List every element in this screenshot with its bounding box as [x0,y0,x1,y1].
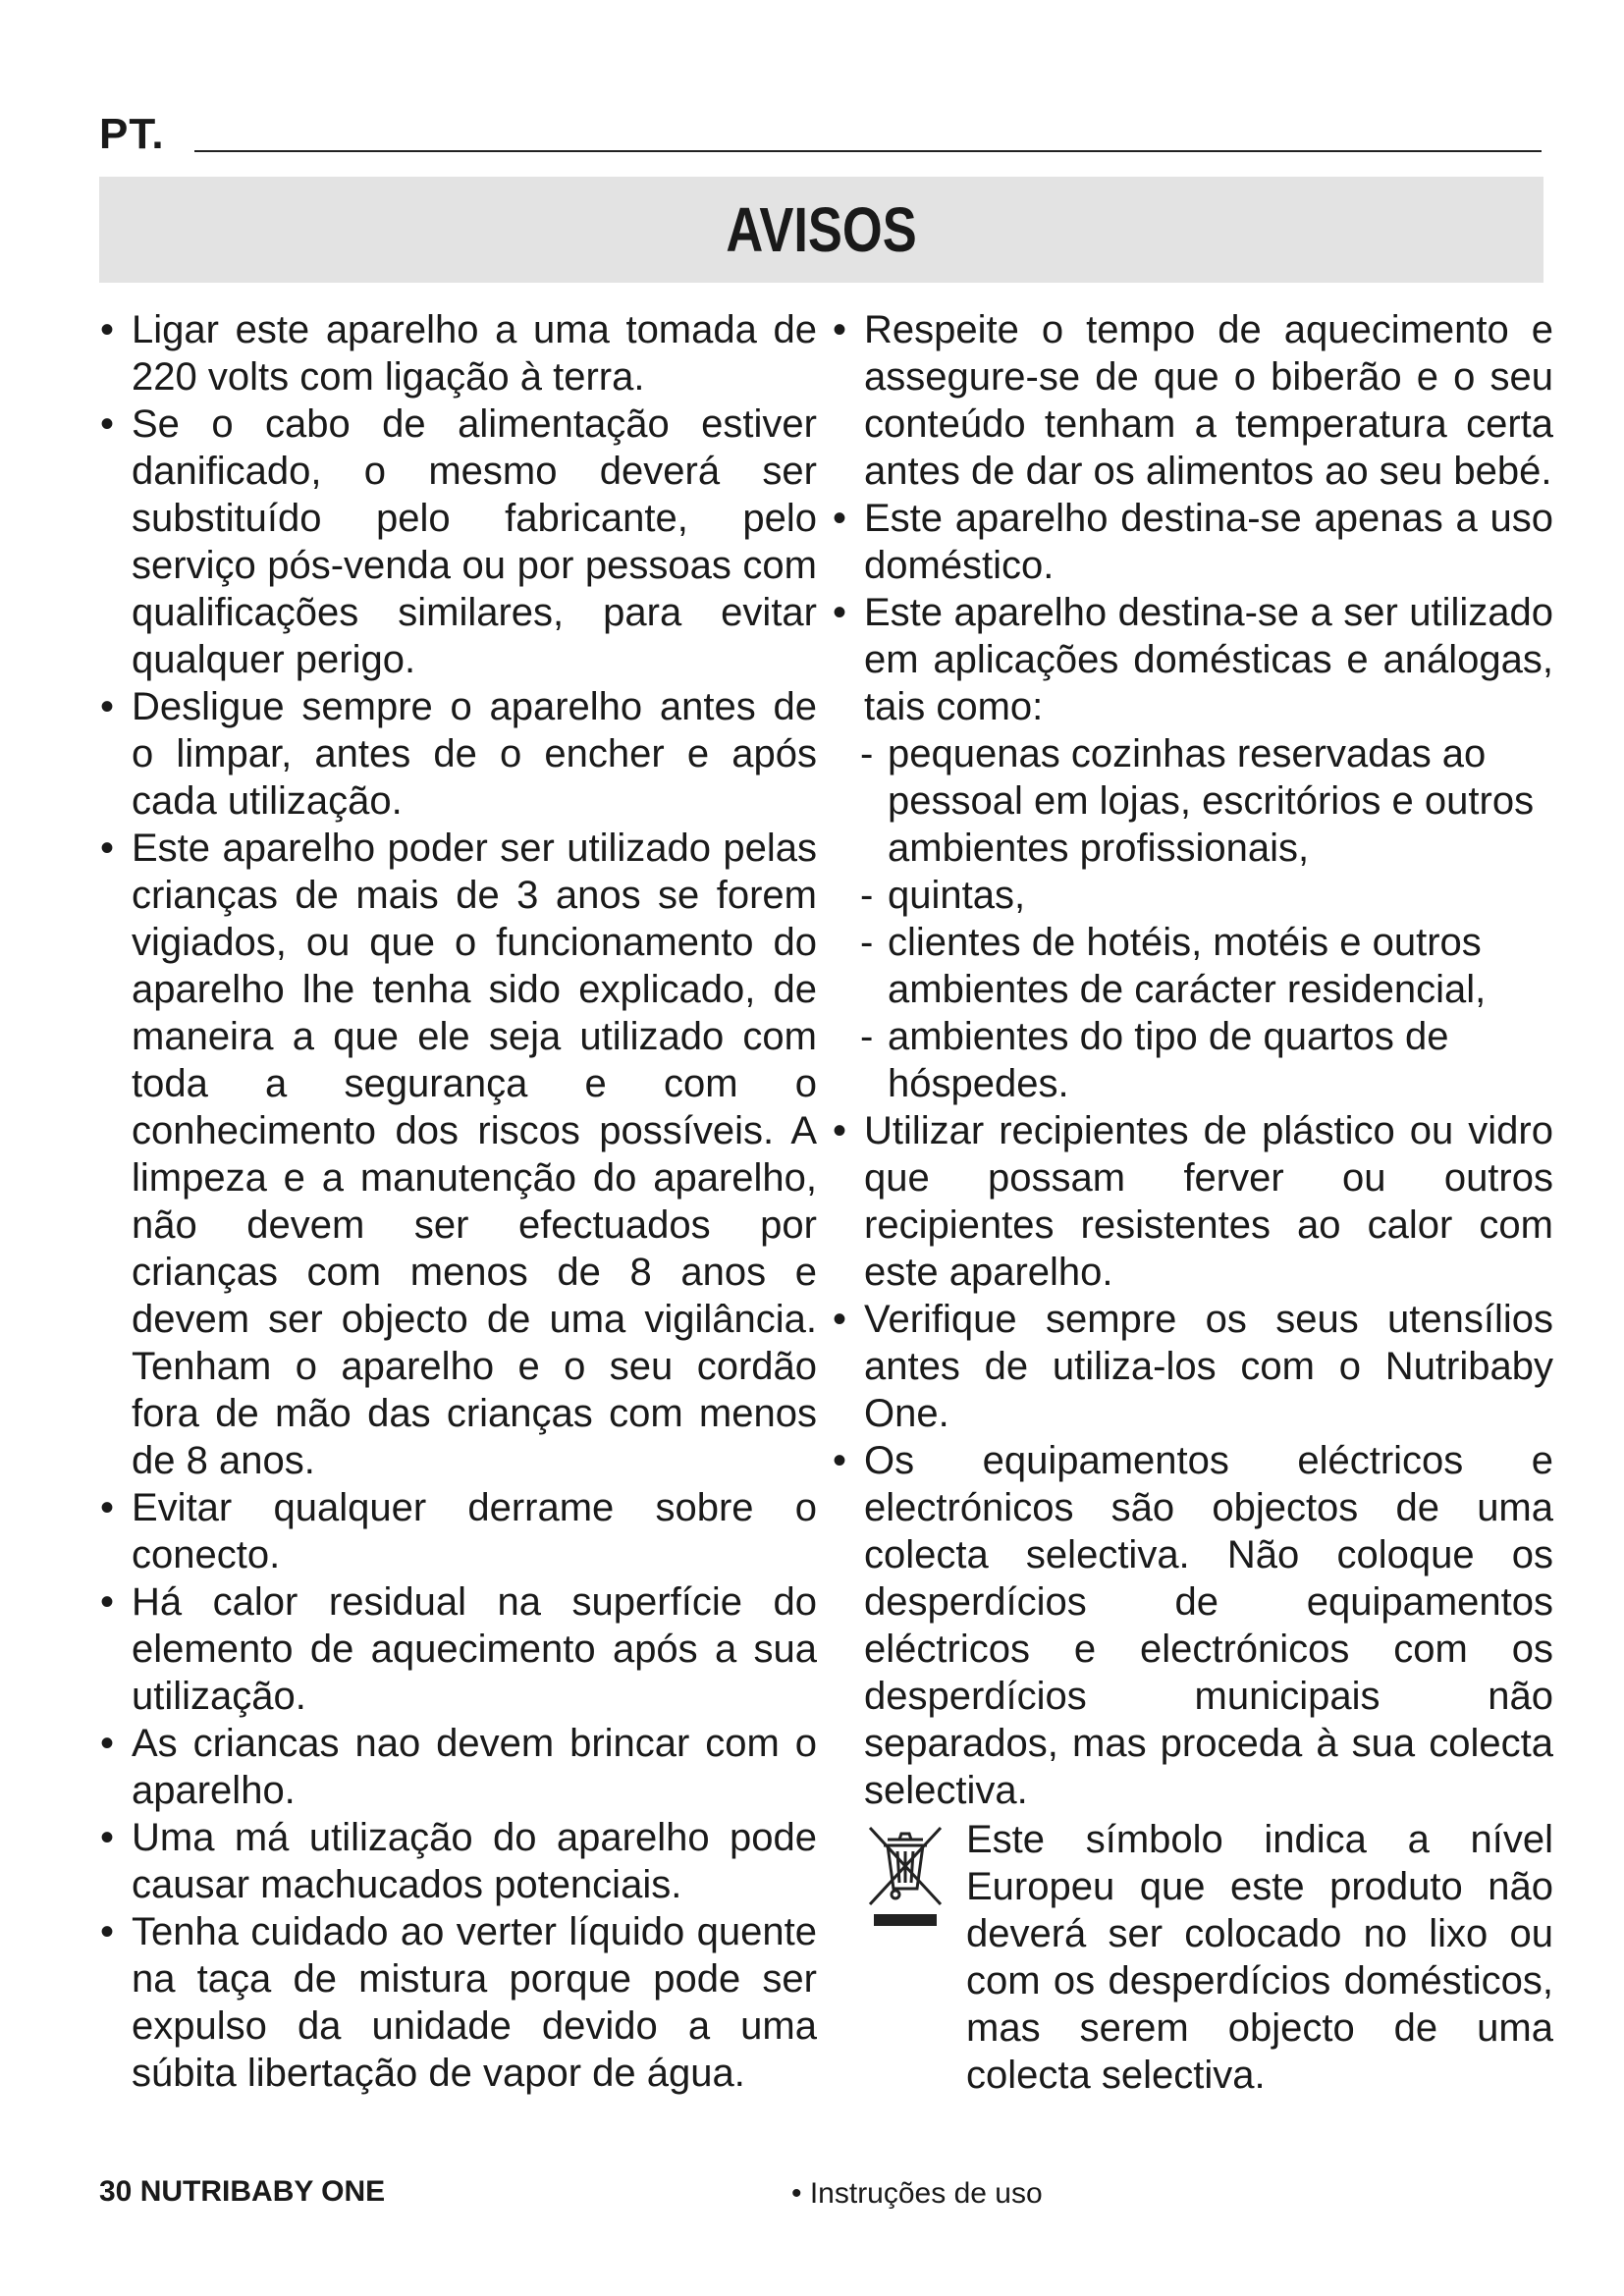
page-title: AVISOS [726,194,917,265]
warning-item: • Uma má utilização do aparelho pode causar machucados potenciais. [98,1814,817,1908]
warnings-list-left [98,306,817,2097]
warning-item-domestic-use [831,589,1553,730]
usage-examples-list [831,730,1553,1107]
crossed-out-wheelie-bin-icon [860,1822,950,1941]
footer-section-label: • Instruções de uso [791,2177,1043,2210]
warning-item: • Utilizar recipientes de plástico ou vidro que possam ferver ou outros recipientes resistentes ao calor com este aparelho. [831,1107,1553,1296]
footer-page-label: 30 NUTRIBABY ONE [99,2175,386,2208]
usage-example: - ambientes do tipo de quartos de hóspedes. [831,1013,1553,1107]
right-column [831,306,1553,2099]
warning-item: • Evitar qualquer derrame sobre o conecto. [98,1484,817,1578]
left-column [98,306,817,2097]
warning-item: • Os equipamentos eléctricos e electrónicos são objectos de uma colecta selectiva. Não coloque os desperdícios de equipamentos eléctricos e electrónicos com os desperdícios municipais não separados, mas proceda à sua colecta selectiva. [831,1437,1553,1814]
weee-notice [831,1816,1553,2099]
warning-item: • As criancas nao devem brincar com o aparelho. [98,1720,817,1814]
weee-text: Este símbolo indica a nível Europeu que este produto não deverá ser colocado no lixo ou com os desperdícios domésticos, mas serem objecto de uma colecta selectiva. [966,1818,1553,2097]
warning-item: • Desligue sempre o aparelho antes de o limpar, antes de o encher e após cada utilização. [98,683,817,825]
warning-item-intro: Este aparelho destina-se a ser utilizado em aplicações domésticas e análogas, tais como: [864,591,1553,728]
warning-item: • Se o cabo de alimentação estiver danificado, o mesmo deverá ser substituído pelo fabricante, pelo serviço pós-venda ou por pessoas com qualificações similares, para evitar qualquer perigo. [98,400,817,683]
usage-example: - quintas, [831,872,1553,919]
title-banner [99,177,1543,283]
warning-item: • Ligar este aparelho a uma tomada de 220 volts com ligação à terra. [98,306,817,400]
warning-item: • Há calor residual na superfície do elemento de aquecimento após a sua utilização. [98,1578,817,1720]
warning-item: • Tenha cuidado ao verter líquido quente na taça de mistura porque pode ser expulso da unidade devido a uma súbita libertação de vapor de água. [98,1908,817,2097]
warnings-list-right [831,306,1553,730]
header-rule [194,150,1542,152]
warnings-list-right-continued [831,1107,1553,1814]
usage-example: - pequenas cozinhas reservadas ao pessoal em lojas, escritórios e outros ambientes profissionais, [831,730,1553,872]
warning-item: • Verifique sempre os seus utensílios antes de utiliza-los com o Nutribaby One. [831,1296,1553,1437]
usage-example: - clientes de hotéis, motéis e outros ambientes de carácter residencial, [831,919,1553,1013]
warning-item: • Respeite o tempo de aquecimento e assegure-se de que o biberão e o seu conteúdo tenham a temperatura certa antes de dar os alimentos ao seu bebé. [831,306,1553,495]
warning-item: • Este aparelho poder ser utilizado pelas crianças de mais de 3 anos se forem vigiados, ou que o funcionamento do aparelho lhe tenha sido explicado, de maneira a que ele seja utilizado com toda a segurança e com o conhecimento dos riscos possíveis. A limpeza e a manutenção do aparelho, não devem ser efectuados por crianças com menos de 8 anos e devem ser objecto de uma vigilância. Tenham o aparelho e o seu cordão fora de mão das crianças com menos de 8 anos. [98,825,817,1484]
language-code: PT. [99,110,165,158]
warning-item: • Este aparelho destina-se apenas a uso doméstico. [831,495,1553,589]
